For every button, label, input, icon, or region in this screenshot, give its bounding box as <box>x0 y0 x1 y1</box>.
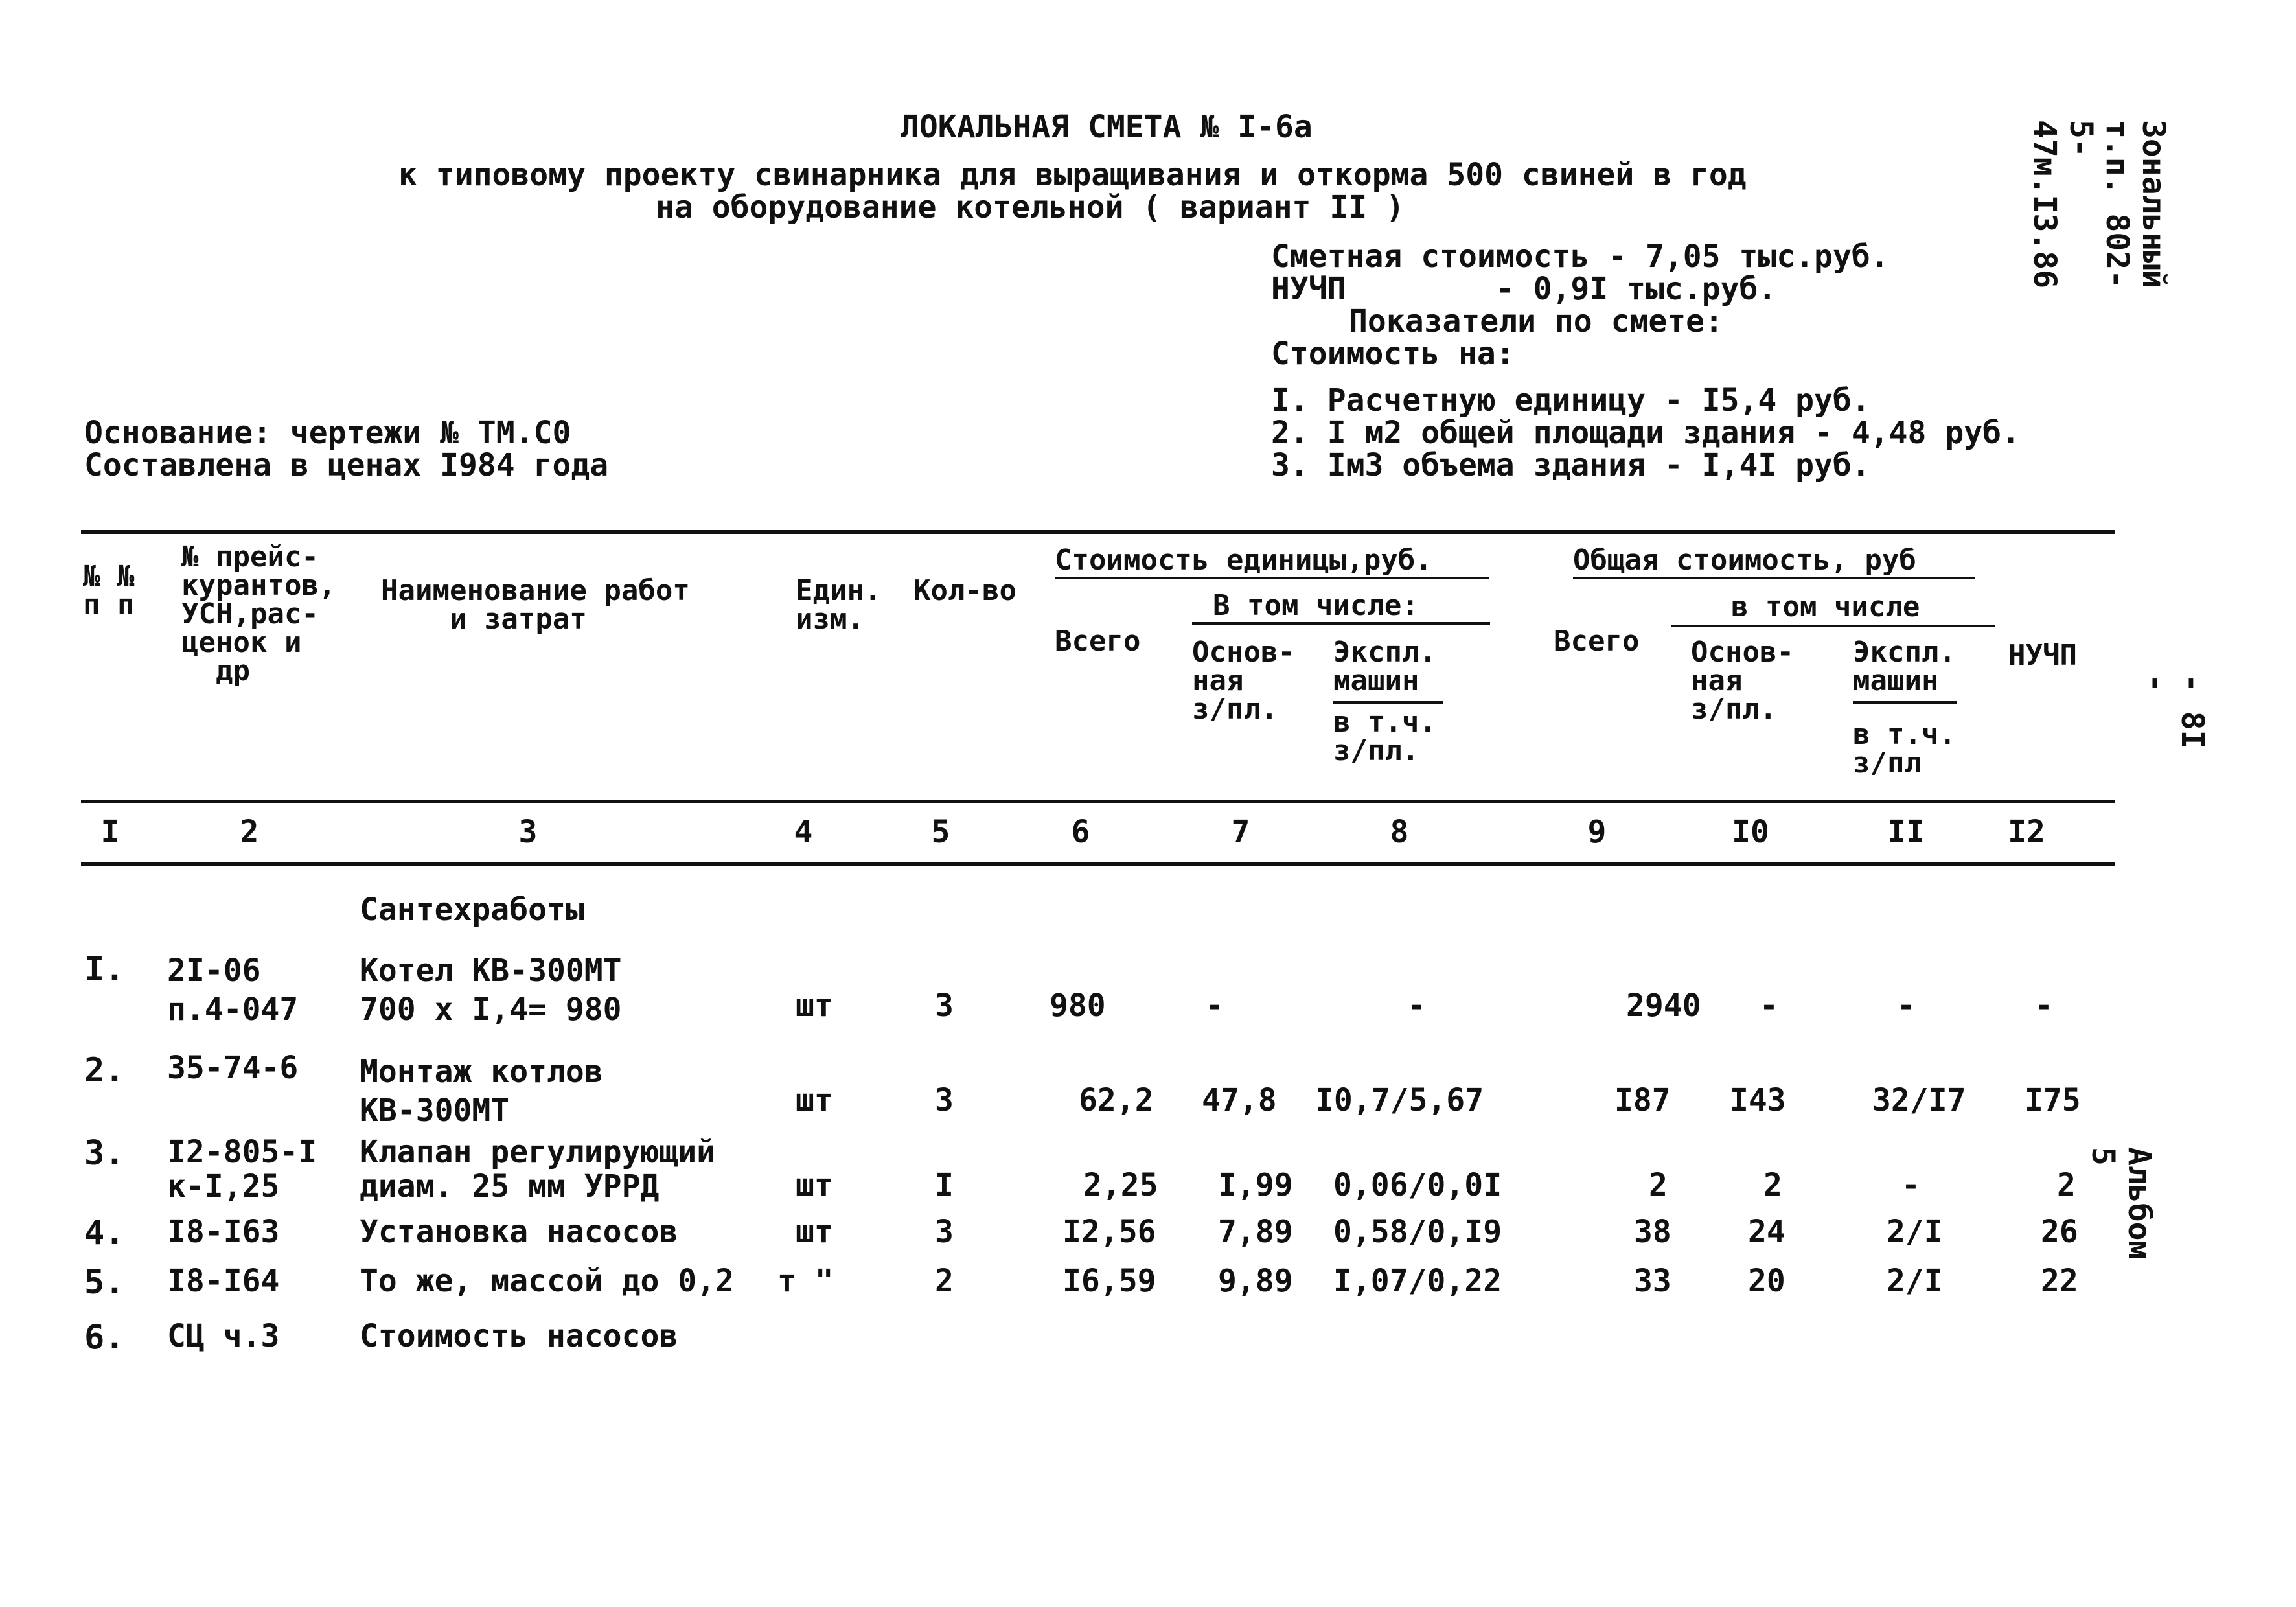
col-header-unit-cost: Стоимость единицы,руб. <box>1055 544 1432 577</box>
col-header-incl-2: в том числе <box>1731 590 1920 623</box>
row-unit-total: 2,25 <box>1083 1167 1158 1203</box>
document-subtitle: к типовому проекту свинарника для выращивания и откорма 500 свиней в год <box>398 157 1747 193</box>
row-qty: 3 <box>935 1082 954 1118</box>
row-total-basic: 2 <box>1763 1167 1782 1203</box>
row-qty: 3 <box>935 1214 954 1250</box>
side-project-code: Зональный т.п. 802-5-47м.I3.86 <box>2026 120 2172 289</box>
col-number: 6 <box>1071 814 1090 850</box>
row-unit-basic: - <box>1205 988 1224 1024</box>
row-total: I87 <box>1614 1082 1671 1118</box>
row-total-basic: I43 <box>1730 1082 1786 1118</box>
indicator-1: I. Расчетную единицу - I5,4 руб. <box>1271 382 1870 419</box>
machines-underline <box>1333 701 1443 704</box>
row-code: 2I-06 п.4-047 <box>167 953 299 1028</box>
indicator-2: 2. I м2 общей площади здания - 4,48 руб. <box>1271 415 2020 451</box>
col-header-unit: Един. изм. <box>796 574 882 636</box>
row-unit: т " <box>777 1263 834 1299</box>
row-code: I8-I63 <box>167 1214 280 1250</box>
table-top-rule <box>81 530 2115 534</box>
document-subtitle-2: на оборудование котельной ( вариант II ) <box>656 189 1405 225</box>
row-unit-total: 980 <box>1050 988 1106 1024</box>
row-code: I2-805-I к-I,25 <box>167 1134 317 1205</box>
row-unit: шт <box>796 1167 833 1203</box>
col-header-machines: Экспл. машин <box>1333 636 1436 697</box>
row-unit-basic: 7,89 <box>1218 1214 1293 1250</box>
row-total-machines: 32/I7 <box>1872 1082 1966 1118</box>
row-total: 2 <box>1649 1167 1668 1203</box>
row-name: Монтаж котлов КВ-300МТ <box>360 1054 603 1129</box>
row-total-machines: - <box>1897 988 1916 1024</box>
basis-drawings: Основание: чертежи № ТМ.С0 <box>84 415 571 451</box>
row-unit-basic: 9,89 <box>1218 1263 1293 1299</box>
col-header-total-2: Всего <box>1554 625 1640 658</box>
col-header-qty: Кол-во <box>913 574 1016 607</box>
row-unit-basic: I,99 <box>1218 1167 1293 1203</box>
row-qty: I <box>935 1167 954 1203</box>
row-total-machines: - <box>1901 1167 1920 1203</box>
estimated-cost: Сметная стоимость - 7,05 тыс.руб. <box>1271 238 1889 275</box>
col-number: 5 <box>931 814 950 850</box>
row-nuchp: 2 <box>2057 1167 2076 1203</box>
row-nuchp: - <box>2034 988 2053 1024</box>
row-number: I. <box>84 950 125 989</box>
col-number: II <box>1887 814 1925 850</box>
col-header-total: Всего <box>1055 625 1141 658</box>
row-unit-total: 62,2 <box>1079 1082 1154 1118</box>
cost-for-heading: Стоимость на: <box>1271 336 1515 372</box>
row-nuchp: 22 <box>2041 1263 2078 1299</box>
total-cost-underline <box>1573 577 1975 579</box>
row-code: 35-74-6 <box>167 1050 299 1086</box>
row-total-machines: 2/I <box>1887 1263 1943 1299</box>
row-nuchp: I75 <box>2025 1082 2081 1118</box>
col-number: 7 <box>1231 814 1250 850</box>
row-unit: шт <box>796 1082 833 1118</box>
row-unit: шт <box>796 1214 833 1250</box>
row-name: Стоимость насосов <box>360 1318 678 1354</box>
row-number: 5. <box>84 1263 125 1302</box>
row-qty: 3 <box>935 988 954 1024</box>
col-number: 4 <box>794 814 813 850</box>
col-header-name: Наименование работ и затрат <box>381 574 690 636</box>
col-header-number: № № п п <box>83 560 135 621</box>
incl-2-underline <box>1671 625 1995 627</box>
row-unit-machines: I,07/0,22 <box>1333 1263 1502 1299</box>
album-label: Альбом 5 <box>2085 1147 2157 1260</box>
col-number: 3 <box>518 814 538 850</box>
indicator-3: 3. Iм3 объема здания - I,4I руб. <box>1271 447 1870 483</box>
col-number: I2 <box>2008 814 2045 850</box>
row-unit-basic: 47,8 <box>1202 1082 1277 1118</box>
row-total-basic: 24 <box>1748 1214 1785 1250</box>
row-code: СЦ ч.3 <box>167 1318 280 1354</box>
row-unit-total: I2,56 <box>1062 1214 1156 1250</box>
row-total-basic: 20 <box>1748 1263 1785 1299</box>
row-name: Установка насосов <box>360 1214 678 1250</box>
col-header-incl: В том числе: <box>1213 589 1419 622</box>
row-number: 4. <box>84 1214 125 1253</box>
col-header-machines-sub: в т.ч. з/пл. <box>1333 706 1436 767</box>
row-name: Клапан регулирующий диам. 25 мм УРРД <box>360 1134 716 1205</box>
row-total-machines: 2/I <box>1887 1214 1943 1250</box>
row-unit-machines: - <box>1407 988 1426 1024</box>
col-number: I <box>100 814 120 850</box>
section-heading: Сантехработы <box>360 892 584 928</box>
header-bottom-rule <box>81 800 2115 803</box>
row-unit-machines: I0,7/5,67 <box>1315 1082 1484 1118</box>
row-number: 6. <box>84 1318 125 1357</box>
col-header-basic: Основ- ная з/пл. <box>1192 636 1295 726</box>
col-header-codes: № прейс- курантов, УСН,рас- ценок и др <box>181 540 336 688</box>
row-number: 2. <box>84 1051 125 1090</box>
row-qty: 2 <box>935 1263 954 1299</box>
col-header-nuchp: НУЧП <box>2008 639 2077 672</box>
col-header-total-cost: Общая стоимость, руб <box>1573 544 1916 577</box>
col-header-basic-2: Основ- ная з/пл. <box>1691 636 1794 726</box>
page-number: - 8I - <box>2138 674 2210 749</box>
nuchp-total: НУЧП - 0,9I тыс.руб. <box>1271 271 1777 307</box>
row-total: 38 <box>1634 1214 1671 1250</box>
col-header-machines-2-sub: в т.ч. з/пл <box>1853 718 1956 780</box>
row-name: Котел КВ-300МТ 700 х I,4= 980 <box>360 953 622 1028</box>
col-number: 9 <box>1587 814 1607 850</box>
row-number: 3. <box>84 1134 125 1173</box>
row-nuchp: 26 <box>2041 1214 2078 1250</box>
unit-cost-underline <box>1055 577 1489 579</box>
document-title: ЛОКАЛЬНАЯ СМЕТА № I-6а <box>901 109 1313 145</box>
col-number: 8 <box>1390 814 1409 850</box>
row-total: 33 <box>1634 1263 1671 1299</box>
col-number: 2 <box>240 814 259 850</box>
row-total: 2940 <box>1626 988 1701 1024</box>
col-number: I0 <box>1732 814 1769 850</box>
row-name: То же, массой до 0,2 <box>360 1263 734 1299</box>
machines-2-underline <box>1853 701 1957 704</box>
row-unit-machines: 0,58/0,I9 <box>1333 1214 1502 1250</box>
numbers-bottom-rule <box>81 862 2115 866</box>
col-header-machines-2: Экспл. машин <box>1853 636 1956 697</box>
basis-prices: Составлена в ценах I984 года <box>84 447 609 483</box>
row-total-basic: - <box>1760 988 1778 1024</box>
row-unit-machines: 0,06/0,0I <box>1333 1167 1502 1203</box>
row-unit: шт <box>796 988 833 1024</box>
incl-underline <box>1192 622 1490 625</box>
indicators-heading: Показатели по смете: <box>1349 303 1723 340</box>
row-code: I8-I64 <box>167 1263 280 1299</box>
row-unit-total: I6,59 <box>1062 1263 1156 1299</box>
